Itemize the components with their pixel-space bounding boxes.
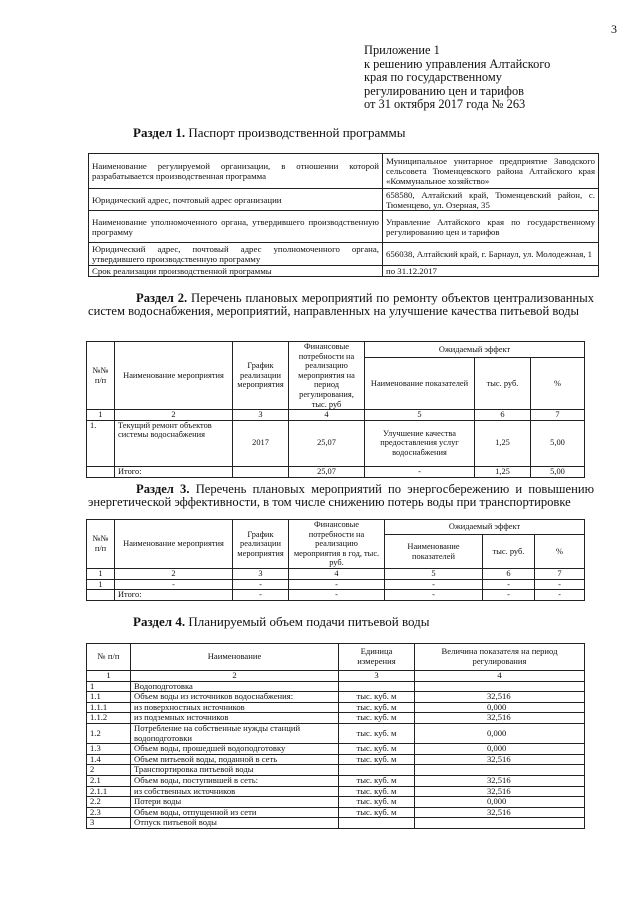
table-cell: 1.3 [87, 744, 131, 755]
table-cell: Транспортировка питьевой воды [131, 765, 339, 776]
total-row [87, 590, 585, 601]
table-cell: 0,000 [415, 797, 585, 808]
table-cell: 32,516 [415, 692, 585, 703]
section3-label: Раздел 3. [136, 482, 190, 496]
header-schedule: График реализации мероприятия [233, 520, 289, 569]
col-number: 1 [87, 410, 115, 421]
table-cell: 0,000 [415, 723, 585, 743]
column-numbers-row [87, 410, 585, 421]
table-cell: 2.1 [87, 775, 131, 786]
table-cell: 32,516 [415, 807, 585, 818]
page-number: 3 [611, 22, 617, 36]
table-cell: 32,516 [415, 713, 585, 724]
appendix-line: края по государственному [364, 70, 502, 84]
table-cell [233, 466, 289, 477]
table-cell: 2 [87, 765, 131, 776]
table-cell: из поверхностных источников [131, 702, 339, 713]
passport-table [88, 153, 599, 277]
table-cell: Объем питьевой воды, поданной в сеть [131, 754, 339, 765]
total-row [87, 466, 585, 477]
table-cell: Объем воды, прошедшей водоподготовку [131, 744, 339, 755]
col-number: 2 [115, 410, 233, 421]
table-cell: тыс. куб. м [339, 775, 415, 786]
table-cell: тыс. куб. м [339, 713, 415, 724]
header-name: Наименование [131, 644, 339, 671]
table-cell: - [535, 579, 585, 590]
table-row [89, 189, 599, 211]
table-cell: 658580, Алтайский край, Тюменцевский район, с. Тюменцево, ул. Озерная, 35 [383, 189, 599, 211]
table-row [89, 243, 599, 266]
col-number: 5 [365, 410, 475, 421]
col-number: 2 [115, 568, 233, 579]
table-row [87, 754, 585, 765]
table-cell: - [385, 579, 483, 590]
table-cell: тыс. куб. м [339, 702, 415, 713]
table-cell: - [289, 579, 385, 590]
table-row [89, 266, 599, 277]
header-name: Наименование мероприятия [115, 520, 233, 569]
column-numbers-row [87, 671, 585, 682]
header-thousand: тыс. руб. [475, 358, 531, 410]
table-cell: 0,000 [415, 744, 585, 755]
table-row [87, 681, 585, 692]
table-cell: 1.2 [87, 723, 131, 743]
table-cell: 32,516 [415, 775, 585, 786]
table-row [87, 818, 585, 829]
col-number: 2 [131, 671, 339, 682]
section3-heading [88, 483, 594, 510]
col-number: 4 [289, 410, 365, 421]
table-cell: - [365, 466, 475, 477]
table-cell: Управление Алтайского края по государственному регулированию цен и тарифов [383, 211, 599, 243]
table-cell: 1.1.2 [87, 713, 131, 724]
table-row [89, 154, 599, 189]
table-cell: Потребление на собственные нужды станций водоподготовки [131, 723, 339, 743]
table-row [87, 579, 585, 590]
table-cell: 0,000 [415, 702, 585, 713]
table-cell: тыс. куб. м [339, 744, 415, 755]
table-cell: - [535, 590, 585, 601]
table-cell: Объем воды из источников водоснабжения: [131, 692, 339, 703]
table-cell: тыс. куб. м [339, 723, 415, 743]
table-cell: Срок реализации производственной программы [89, 266, 383, 277]
table-cell: 2.2 [87, 797, 131, 808]
col-number: 7 [531, 410, 585, 421]
header-indicator: Наименование показателей [365, 358, 475, 410]
table-row [87, 644, 585, 671]
appendix-line: к решению управления Алтайского [364, 56, 551, 71]
table-cell: Улучшение качества предоставления услуг водоснабжения [365, 420, 475, 466]
table-cell [87, 590, 115, 601]
table-cell: Объем воды, поступившей в сеть: [131, 775, 339, 786]
table-row [87, 797, 585, 808]
table-cell: Наименование уполномоченного органа, утвердившего производственную программу [89, 211, 383, 243]
section2-title: Перечень плановых мероприятий по ремонту объектов централизованных систем водоснабжения, мероприятий, направленных на улучшение качества питьевой воды [88, 291, 594, 319]
table-cell [415, 818, 585, 829]
table-cell: тыс. куб. м [339, 692, 415, 703]
section1-label: Раздел 1. [133, 125, 186, 140]
header-effect: Ожидаемый эффект [385, 520, 585, 535]
table-row [87, 723, 585, 743]
table-cell: 1. [87, 420, 115, 466]
table-cell: тыс. куб. м [339, 754, 415, 765]
col-number: 1 [87, 671, 131, 682]
table-row [89, 211, 599, 243]
table-cell: 25,07 [289, 466, 365, 477]
table-cell: Объем воды, отпущенной из сети [131, 807, 339, 818]
header-num: №№ п/п [87, 520, 115, 569]
table-cell [415, 765, 585, 776]
col-number: 6 [483, 568, 535, 579]
header-percent: % [535, 535, 585, 569]
section1-heading [133, 126, 405, 140]
header-num: №№ п/п [87, 342, 115, 410]
header-finance: Финансовые потребности на реализацию мероприятия в год, тыс. руб. [289, 520, 385, 569]
table-cell: 1.1.1 [87, 702, 131, 713]
header-indicator: Наименование показателей [385, 535, 483, 569]
table-cell: Потери воды [131, 797, 339, 808]
table-row [87, 420, 585, 466]
col-number: 1 [87, 568, 115, 579]
table-cell: 5,00 [531, 466, 585, 477]
water-supply-table [86, 643, 585, 829]
table-cell: Итого: [115, 590, 233, 601]
table-cell: 1 [87, 579, 115, 590]
repair-measures-table [86, 341, 585, 478]
table-row [87, 807, 585, 818]
section3-title: Перечень плановых мероприятий по энергосбережению и повышению энергетической эффективности, в том числе снижению потерь воды при транспортировке [88, 482, 594, 510]
section1-title: Паспорт производственной программы [188, 125, 406, 140]
header-schedule: График реализации мероприятия [233, 342, 289, 410]
energy-saving-table [86, 519, 585, 601]
table-cell: Юридический адрес, почтовый адрес организации [89, 189, 383, 211]
table-cell: Муниципальное унитарное предприятие Заводского сельсовета Тюменцевского района Алтайского края «Коммунальное хозяйство» [383, 154, 599, 189]
table-row [87, 786, 585, 797]
table-cell: Текущий ремонт объектов системы водоснабжения [115, 420, 233, 466]
appendix-line: Приложение 1 [364, 43, 440, 57]
col-number: 3 [233, 568, 289, 579]
table-cell: 1.1 [87, 692, 131, 703]
col-number: 6 [475, 410, 531, 421]
table-cell [339, 681, 415, 692]
header-effect: Ожидаемый эффект [365, 342, 585, 358]
table-row [87, 775, 585, 786]
col-number: 4 [415, 671, 585, 682]
header-unit: Единица измерения [339, 644, 415, 671]
section4-heading [133, 615, 430, 629]
table-cell: Наименование регулируемой организации, в отношении которой разрабатывается производственная программа [89, 154, 383, 189]
column-numbers-row [87, 568, 585, 579]
table-row [87, 765, 585, 776]
table-cell: 1,25 [475, 466, 531, 477]
table-cell: 656038, Алтайский край, г. Барнаул, ул. Молодежная, 1 [383, 243, 599, 266]
table-cell: 2017 [233, 420, 289, 466]
table-cell [415, 681, 585, 692]
table-cell: - [483, 590, 535, 601]
appendix-line: от 31 октября 2017 года № 263 [364, 97, 526, 111]
table-cell: 32,516 [415, 786, 585, 797]
table-cell: тыс. куб. м [339, 797, 415, 808]
table-row [87, 692, 585, 703]
table-cell: Итого: [115, 466, 233, 477]
table-cell: 1.4 [87, 754, 131, 765]
table-cell: - [233, 590, 289, 601]
appendix-line: регулированию цен и тарифов [364, 83, 524, 98]
header-num: № п/п [87, 644, 131, 671]
table-cell: 3 [87, 818, 131, 829]
table-cell: 2.1.1 [87, 786, 131, 797]
header-value: Величина показателя на период регулирования [415, 644, 585, 671]
table-cell: 2.3 [87, 807, 131, 818]
table-cell: 32,516 [415, 754, 585, 765]
table-cell: - [115, 579, 233, 590]
table-cell: Отпуск питьевой воды [131, 818, 339, 829]
table-row [87, 744, 585, 755]
col-number: 5 [385, 568, 483, 579]
header-finance: Финансовые потребности на реализацию мероприятия на период регулирования, тыс. руб [289, 342, 365, 410]
table-cell: тыс. куб. м [339, 786, 415, 797]
table-cell: из собственных источников [131, 786, 339, 797]
table-cell: - [483, 579, 535, 590]
table-cell: - [385, 590, 483, 601]
col-number: 4 [289, 568, 385, 579]
table-cell: из подземных источников [131, 713, 339, 724]
section4-label: Раздел 4. [133, 614, 186, 629]
header-thousand: тыс. руб. [483, 535, 535, 569]
table-cell: - [289, 590, 385, 601]
col-number: 3 [339, 671, 415, 682]
table-cell: 5,00 [531, 420, 585, 466]
table-row [87, 713, 585, 724]
table-row [87, 520, 585, 535]
header-name: Наименование мероприятия [115, 342, 233, 410]
table-cell: 1,25 [475, 420, 531, 466]
header-percent: % [531, 358, 585, 410]
table-cell [87, 466, 115, 477]
table-cell: 1 [87, 681, 131, 692]
appendix-header [364, 44, 550, 112]
table-cell: Водоподготовка [131, 681, 339, 692]
section4-title: Планируемый объем подачи питьевой воды [188, 614, 430, 629]
table-cell: по 31.12.2017 [383, 266, 599, 277]
table-cell: - [233, 579, 289, 590]
table-cell: 25,07 [289, 420, 365, 466]
section2-heading [88, 292, 594, 319]
table-row [87, 342, 585, 358]
col-number: 7 [535, 568, 585, 579]
col-number: 3 [233, 410, 289, 421]
table-cell [339, 765, 415, 776]
table-cell: тыс. куб. м [339, 807, 415, 818]
section2-label: Раздел 2. [136, 291, 188, 305]
table-row [87, 702, 585, 713]
table-cell [339, 818, 415, 829]
table-cell: Юридический адрес, почтовый адрес уполномоченного органа, утвердившего производственную программу [89, 243, 383, 266]
